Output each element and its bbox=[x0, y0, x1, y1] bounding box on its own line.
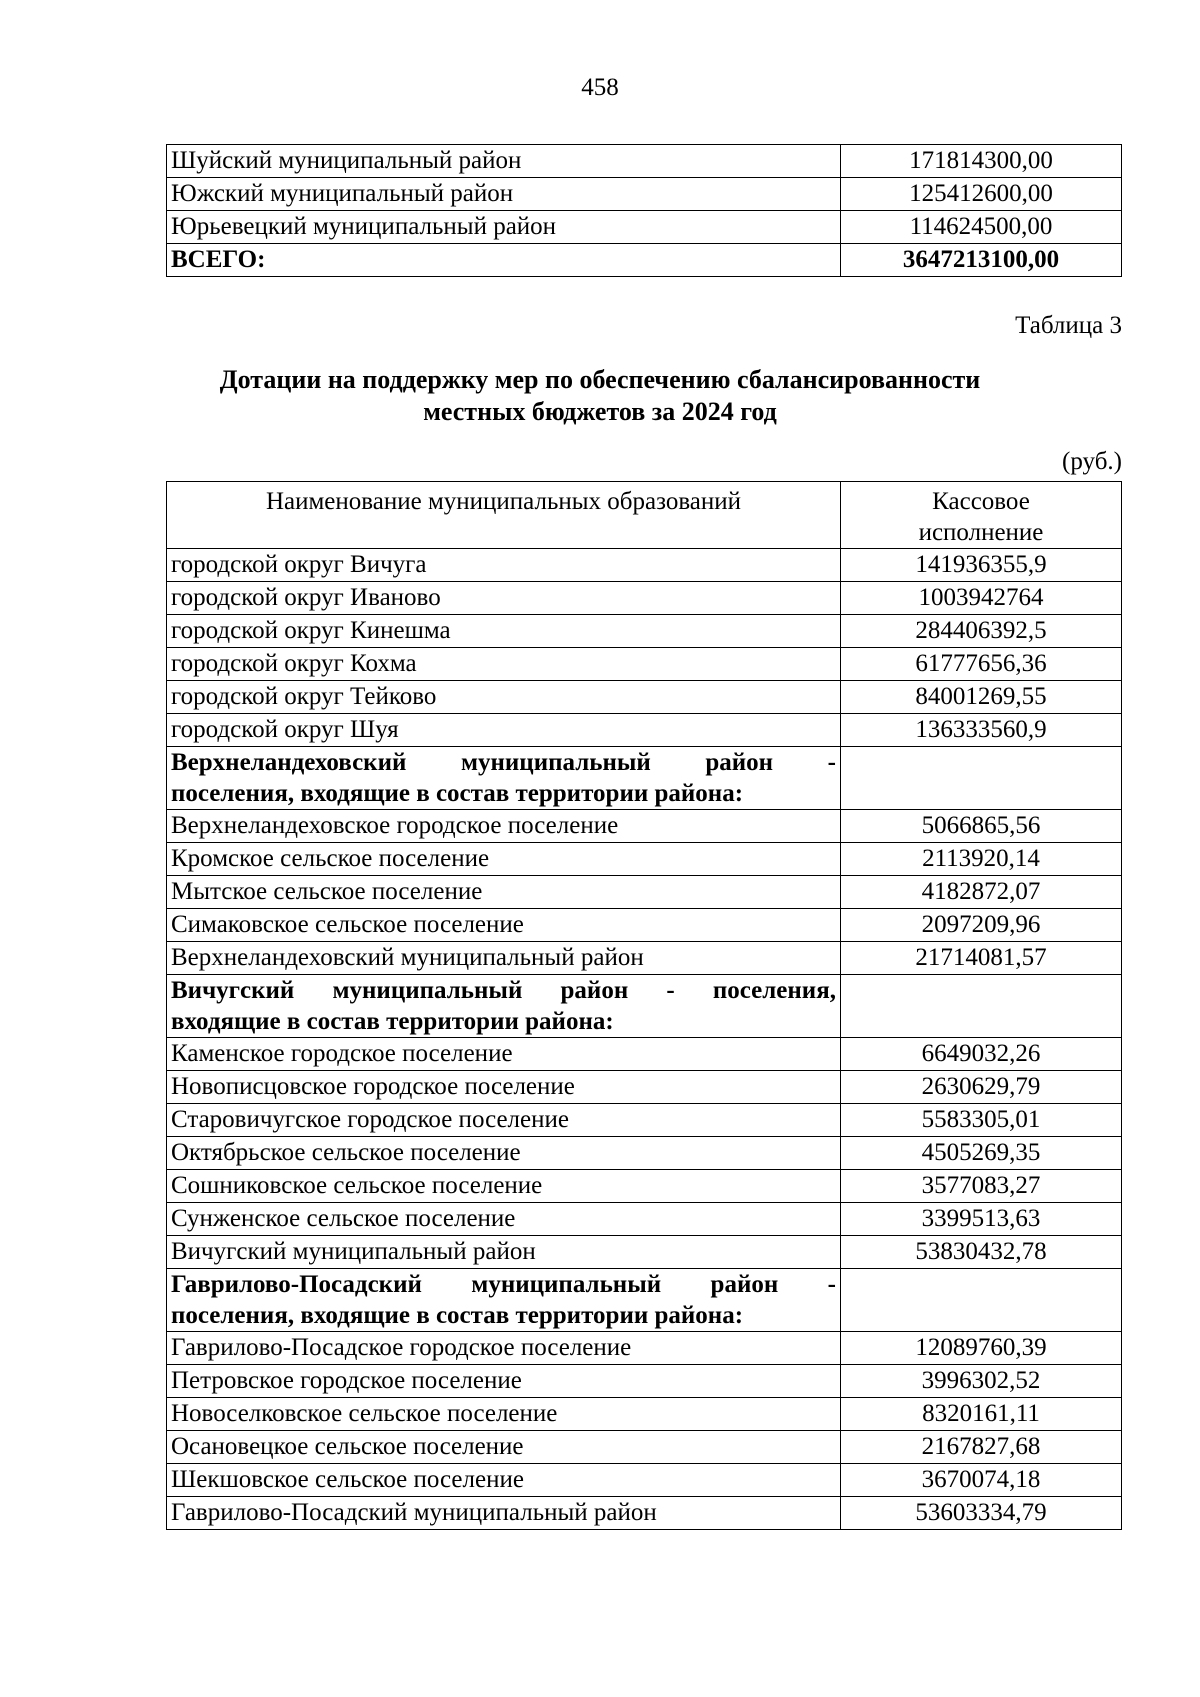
table-row bbox=[167, 1038, 1122, 1071]
unit-label: (руб.) bbox=[1062, 448, 1122, 475]
row-name: Юрьевецкий муниципальный район bbox=[167, 211, 841, 244]
table-row bbox=[167, 1236, 1122, 1269]
table-row bbox=[167, 1137, 1122, 1170]
row-name: городской округ Вичуга bbox=[167, 549, 841, 582]
header-row bbox=[167, 482, 1122, 549]
table-row bbox=[167, 549, 1122, 582]
row-value: 284406392,5 bbox=[841, 615, 1122, 648]
row-value: 21714081,57 bbox=[841, 942, 1122, 975]
row-value: 3670074,18 bbox=[841, 1464, 1122, 1497]
row-name: Мытское сельское поселение bbox=[167, 876, 841, 909]
table-row bbox=[167, 1332, 1122, 1365]
row-name: Симаковское сельское поселение bbox=[167, 909, 841, 942]
group-heading-line: Верхнеландеховский муниципальный район - bbox=[171, 749, 836, 776]
group-heading-value bbox=[841, 1269, 1122, 1332]
group-heading-line: поселения, входящие в состав территории района: bbox=[171, 780, 744, 807]
row-value: 2113920,14 bbox=[841, 843, 1122, 876]
row-value: 4182872,07 bbox=[841, 876, 1122, 909]
table-row bbox=[167, 211, 1122, 244]
row-value: 171814300,00 bbox=[841, 145, 1122, 178]
row-name: Октябрьское сельское поселение bbox=[167, 1137, 841, 1170]
row-value: 84001269,55 bbox=[841, 681, 1122, 714]
header-value-line: исполнение bbox=[918, 519, 1044, 546]
title-line: Дотации на поддержку мер по обеспечению сбалансированности bbox=[219, 365, 981, 394]
row-value: 12089760,39 bbox=[841, 1332, 1122, 1365]
table-row bbox=[167, 810, 1122, 843]
table-row bbox=[167, 615, 1122, 648]
row-name: Старовичугское городское поселение bbox=[167, 1104, 841, 1137]
row-name: Каменское городское поселение bbox=[167, 1038, 841, 1071]
row-value: 2630629,79 bbox=[841, 1071, 1122, 1104]
document-title bbox=[0, 364, 1200, 428]
group-heading bbox=[167, 1269, 841, 1332]
page-number: 458 bbox=[581, 74, 619, 101]
row-value: 125412600,00 bbox=[841, 178, 1122, 211]
table-row bbox=[167, 648, 1122, 681]
row-value: 8320161,11 bbox=[841, 1398, 1122, 1431]
table-row bbox=[167, 843, 1122, 876]
table-row bbox=[167, 1203, 1122, 1236]
group-heading-row bbox=[167, 1269, 1122, 1332]
row-name: городской округ Шуя bbox=[167, 714, 841, 747]
row-value: 5583305,01 bbox=[841, 1104, 1122, 1137]
group-heading bbox=[167, 747, 841, 810]
group-heading-line: поселения, входящие в состав территории района: bbox=[171, 1302, 744, 1329]
row-value: 4505269,35 bbox=[841, 1137, 1122, 1170]
group-heading-line: входящие в состав территории района: bbox=[171, 1008, 614, 1035]
row-name: Новописцовское городское поселение bbox=[167, 1071, 841, 1104]
row-name: Кромское сельское поселение bbox=[167, 843, 841, 876]
row-name: Шекшовское сельское поселение bbox=[167, 1464, 841, 1497]
total-label: ВСЕГО: bbox=[167, 244, 841, 277]
header-name: Наименование муниципальных образований bbox=[167, 482, 841, 549]
main-table bbox=[166, 481, 1122, 1530]
row-name: Вичугский муниципальный район bbox=[167, 1236, 841, 1269]
row-value: 3399513,63 bbox=[841, 1203, 1122, 1236]
row-name: Гаврилово-Посадский муниципальный район bbox=[167, 1497, 841, 1530]
row-name: городской округ Кохма bbox=[167, 648, 841, 681]
table-row bbox=[167, 1365, 1122, 1398]
table-label: Таблица 3 bbox=[1015, 312, 1122, 339]
title-line: местных бюджетов за 2024 год bbox=[423, 397, 777, 426]
table-row bbox=[167, 714, 1122, 747]
row-value: 2097209,96 bbox=[841, 909, 1122, 942]
row-name: Шуйский муниципальный район bbox=[167, 145, 841, 178]
row-name: Гаврилово-Посадское городское поселение bbox=[167, 1332, 841, 1365]
row-name: городской округ Иваново bbox=[167, 582, 841, 615]
total-value: 3647213100,00 bbox=[841, 244, 1122, 277]
row-name: Верхнеландеховское городское поселение bbox=[167, 810, 841, 843]
table-row bbox=[167, 1104, 1122, 1137]
group-heading-row bbox=[167, 747, 1122, 810]
table-row bbox=[167, 1071, 1122, 1104]
group-heading-value bbox=[841, 747, 1122, 810]
table-row bbox=[167, 1431, 1122, 1464]
row-name: Сошниковское сельское поселение bbox=[167, 1170, 841, 1203]
row-name: городской округ Тейково bbox=[167, 681, 841, 714]
row-value: 2167827,68 bbox=[841, 1431, 1122, 1464]
row-name: Новоселковское сельское поселение bbox=[167, 1398, 841, 1431]
group-heading-value bbox=[841, 975, 1122, 1038]
row-value: 114624500,00 bbox=[841, 211, 1122, 244]
table-row bbox=[167, 942, 1122, 975]
group-heading-line: Гаврилово-Посадский муниципальный район - bbox=[171, 1271, 836, 1298]
row-value: 3996302,52 bbox=[841, 1365, 1122, 1398]
table-row bbox=[167, 876, 1122, 909]
table-row bbox=[167, 1497, 1122, 1530]
row-value: 5066865,56 bbox=[841, 810, 1122, 843]
table-row bbox=[167, 1170, 1122, 1203]
table-row bbox=[167, 1464, 1122, 1497]
row-name: Осановецкое сельское поселение bbox=[167, 1431, 841, 1464]
total-row bbox=[167, 244, 1122, 277]
table-row bbox=[167, 681, 1122, 714]
row-value: 141936355,9 bbox=[841, 549, 1122, 582]
table-row bbox=[167, 145, 1122, 178]
row-name: Петровское городское поселение bbox=[167, 1365, 841, 1398]
row-value: 53830432,78 bbox=[841, 1236, 1122, 1269]
header-value-line: Кассовое bbox=[932, 488, 1030, 515]
group-heading-line: Вичугский муниципальный район - поселения, bbox=[171, 977, 836, 1004]
row-name: Сунженское сельское поселение bbox=[167, 1203, 841, 1236]
group-heading bbox=[167, 975, 841, 1038]
table-row bbox=[167, 909, 1122, 942]
row-value: 53603334,79 bbox=[841, 1497, 1122, 1530]
row-value: 61777656,36 bbox=[841, 648, 1122, 681]
header-value bbox=[841, 482, 1122, 549]
row-value: 3577083,27 bbox=[841, 1170, 1122, 1203]
row-value: 1003942764 bbox=[841, 582, 1122, 615]
top-table bbox=[166, 144, 1122, 277]
row-name: Верхнеландеховский муниципальный район bbox=[167, 942, 841, 975]
table-row bbox=[167, 178, 1122, 211]
table-row bbox=[167, 1398, 1122, 1431]
row-value: 6649032,26 bbox=[841, 1038, 1122, 1071]
group-heading-row bbox=[167, 975, 1122, 1038]
row-name: Южский муниципальный район bbox=[167, 178, 841, 211]
row-value: 136333560,9 bbox=[841, 714, 1122, 747]
row-name: городской округ Кинешма bbox=[167, 615, 841, 648]
table-row bbox=[167, 582, 1122, 615]
